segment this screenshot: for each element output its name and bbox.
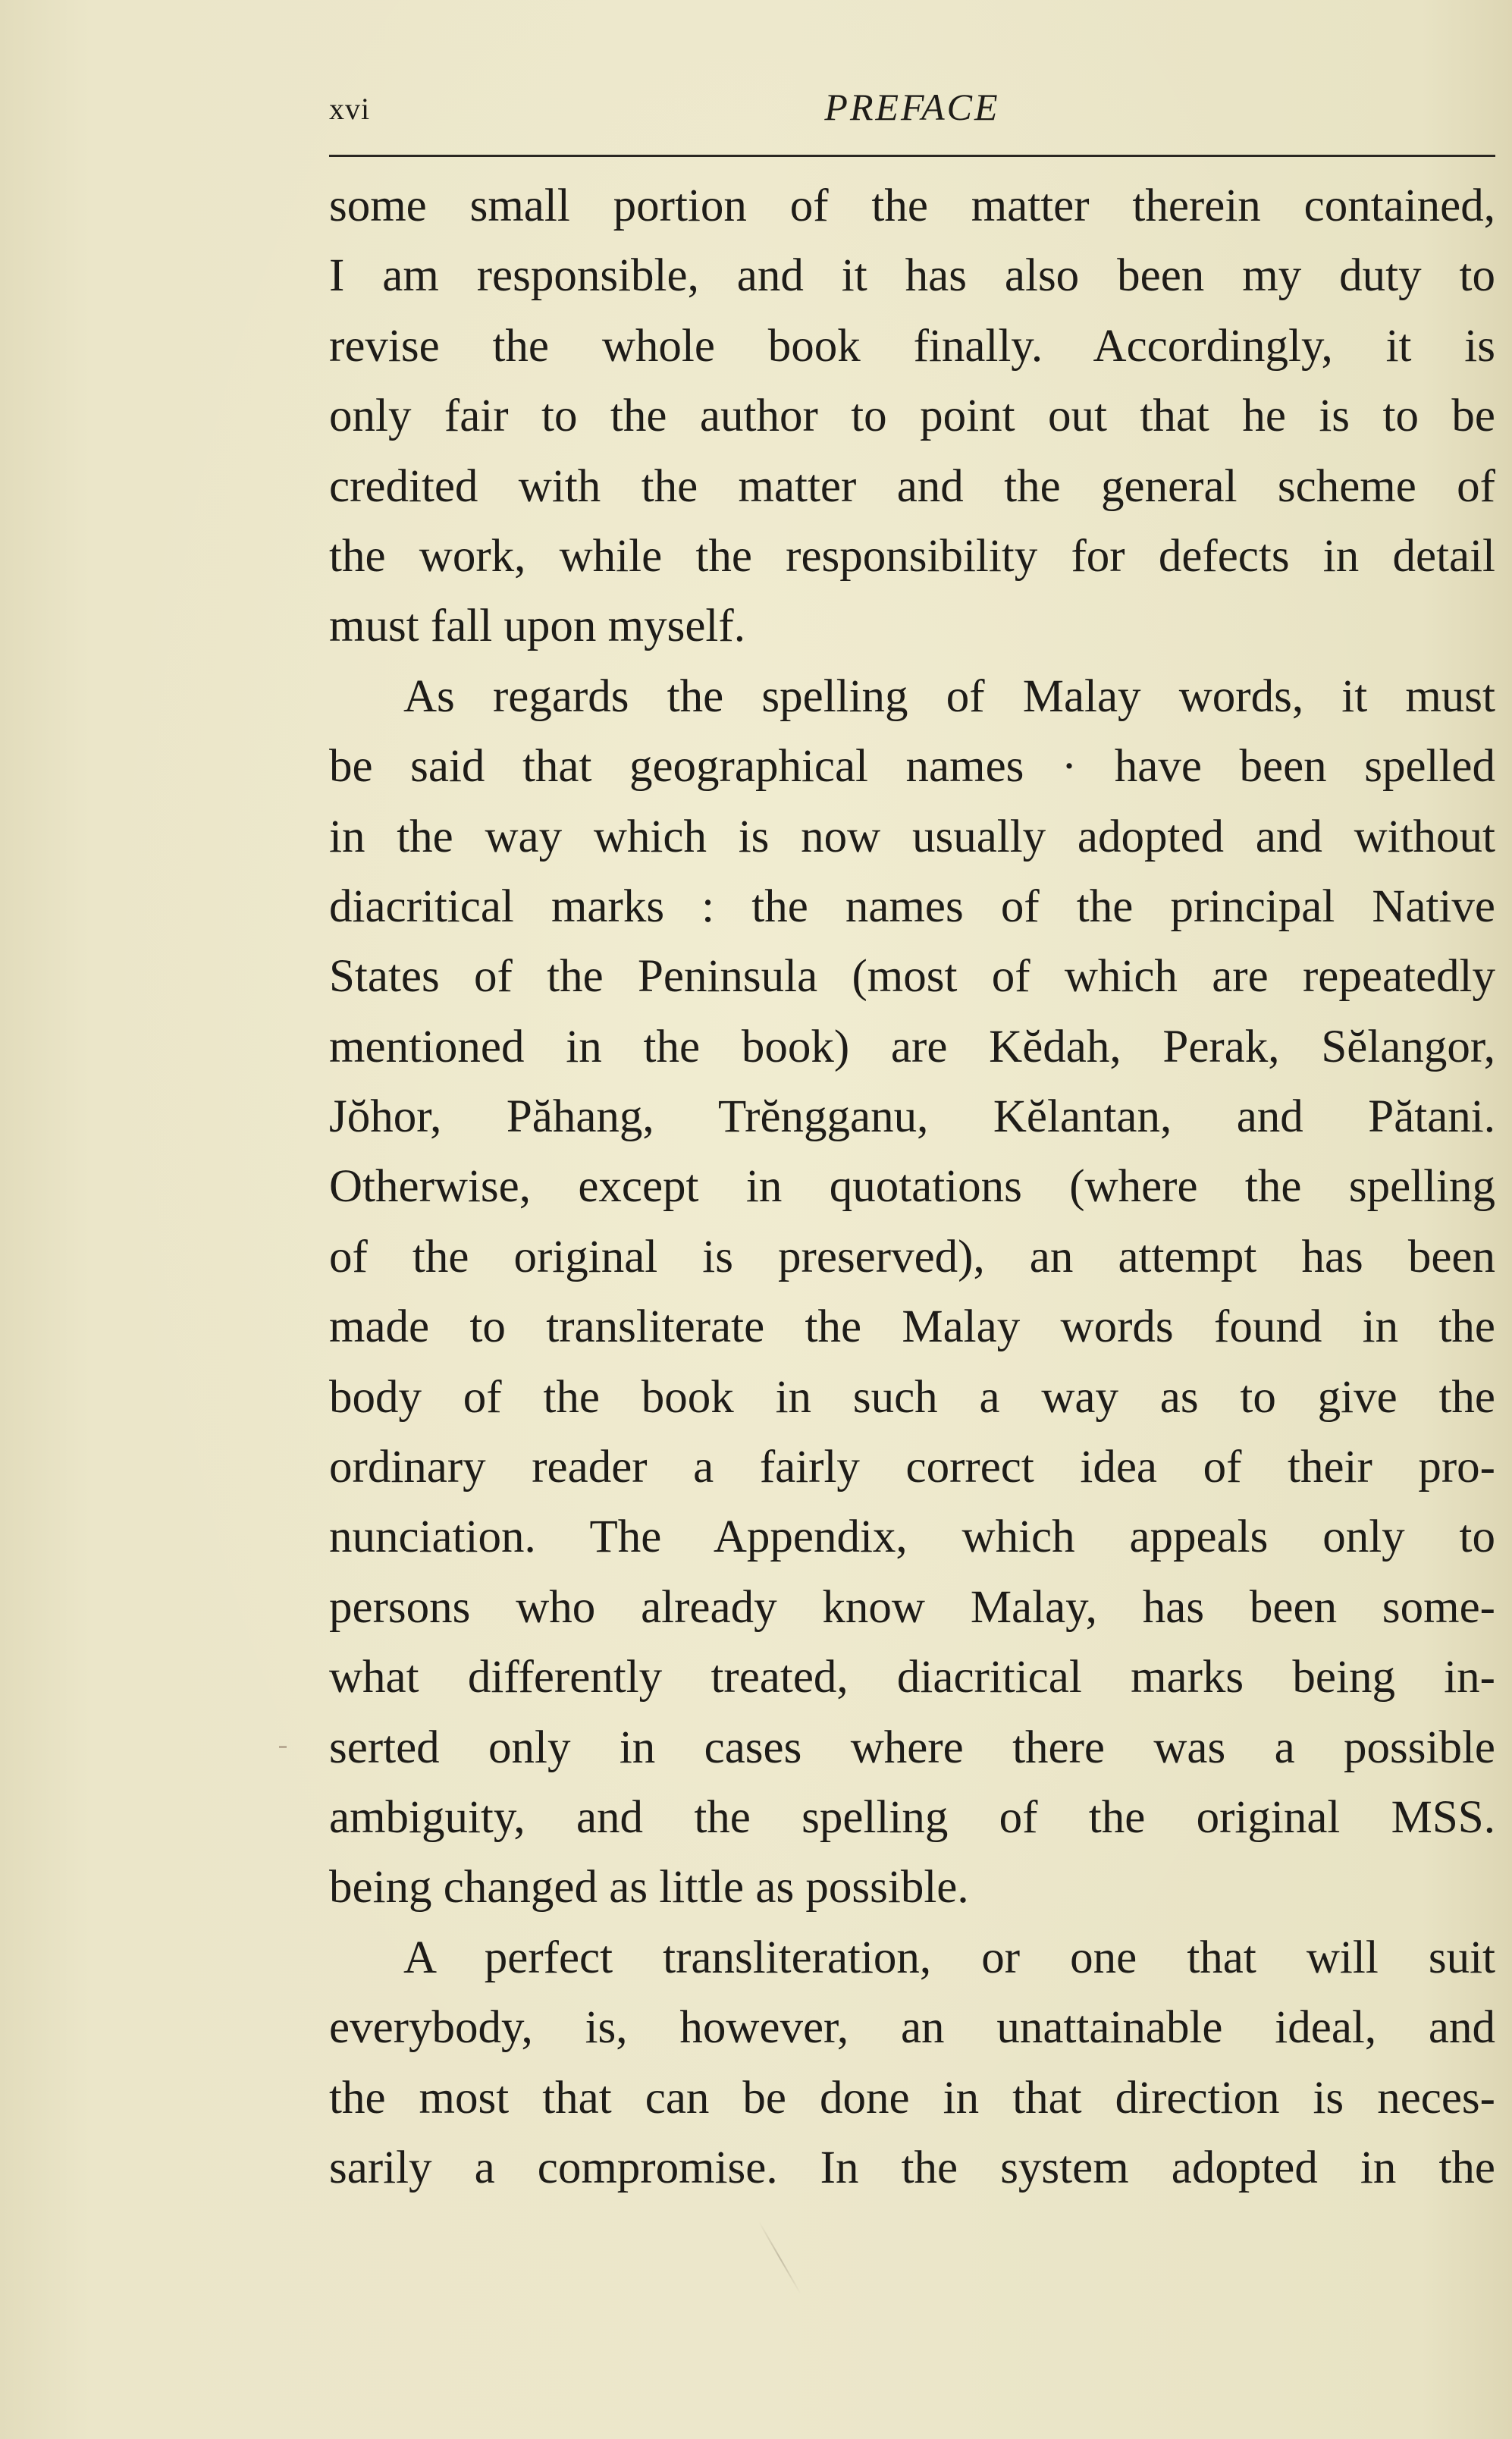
header-rule <box>329 155 1495 157</box>
text-line: States of the Peninsula (most of which are repeatedly <box>329 951 1495 1003</box>
margin-mark <box>279 1746 287 1748</box>
text-line: I am responsible, and it has also been my duty to <box>329 250 1495 302</box>
text-line: credited with the matter and the general scheme of <box>329 460 1495 512</box>
body-text <box>329 171 1495 2203</box>
text-line: only fair to the author to point out that he is to be <box>329 391 1495 442</box>
text-line: everybody, is, however, an unattainable ideal, and <box>329 2002 1495 2054</box>
text-line: the most that can be done in that direction is neces- <box>329 2072 1495 2124</box>
text-line: revise the whole book finally. Accordingly, it is <box>329 320 1495 372</box>
text-line: Jŏhor, Păhang, Trĕngganu, Kĕlantan, and Pătani. <box>329 1091 1495 1143</box>
text-line: be said that geographical names · have been spelled <box>329 741 1495 793</box>
paragraph-2 <box>329 662 1495 1923</box>
text-line: of the original is preserved), an attempt has been <box>329 1231 1495 1282</box>
paper-crease <box>758 2221 801 2294</box>
text-line: being changed as little as possible. <box>329 1862 969 1913</box>
text-line: the work, while the responsibility for defects in detail <box>329 530 1495 582</box>
running-head <box>329 79 1495 140</box>
text-line: in the way which is now usually adopted and without <box>329 811 1495 862</box>
text-line: ambiguity, and the spelling of the original MSS. <box>329 1791 1495 1843</box>
text-line: what differently treated, diacritical marks being in- <box>329 1652 1495 1703</box>
text-line: sarily a compromise. In the system adopted in the <box>329 2142 1495 2193</box>
text-line: ordinary reader a fairly correct idea of their pro- <box>329 1442 1495 1493</box>
text-line: persons who already know Malay, has been some- <box>329 1581 1495 1633</box>
page-number: xvi <box>329 92 371 126</box>
text-line: Otherwise, except in quotations (where the spelling <box>329 1161 1495 1213</box>
text-line: diacritical marks : the names of the principal Native <box>329 880 1495 932</box>
text-line: nunciation. The Appendix, which appeals only to <box>329 1511 1495 1563</box>
text-line: As regards the spelling of Malay words, it must <box>403 670 1495 722</box>
section-title: PREFACE <box>824 86 1000 128</box>
paragraph-1 <box>329 171 1495 662</box>
text-line: made to transliterate the Malay words found in the <box>329 1301 1495 1353</box>
text-line: some small portion of the matter therein contained, <box>329 180 1495 231</box>
text-line: body of the book in such a way as to give the <box>329 1371 1495 1423</box>
text-line: A perfect transliteration, or one that will suit <box>403 1932 1495 1983</box>
text-line: mentioned in the book) are Kĕdah, Perak, Sĕlangor, <box>329 1021 1495 1072</box>
text-line: serted only in cases where there was a possible <box>329 1722 1495 1773</box>
text-line: must fall upon myself. <box>329 601 745 652</box>
paragraph-3 <box>329 1923 1495 2204</box>
